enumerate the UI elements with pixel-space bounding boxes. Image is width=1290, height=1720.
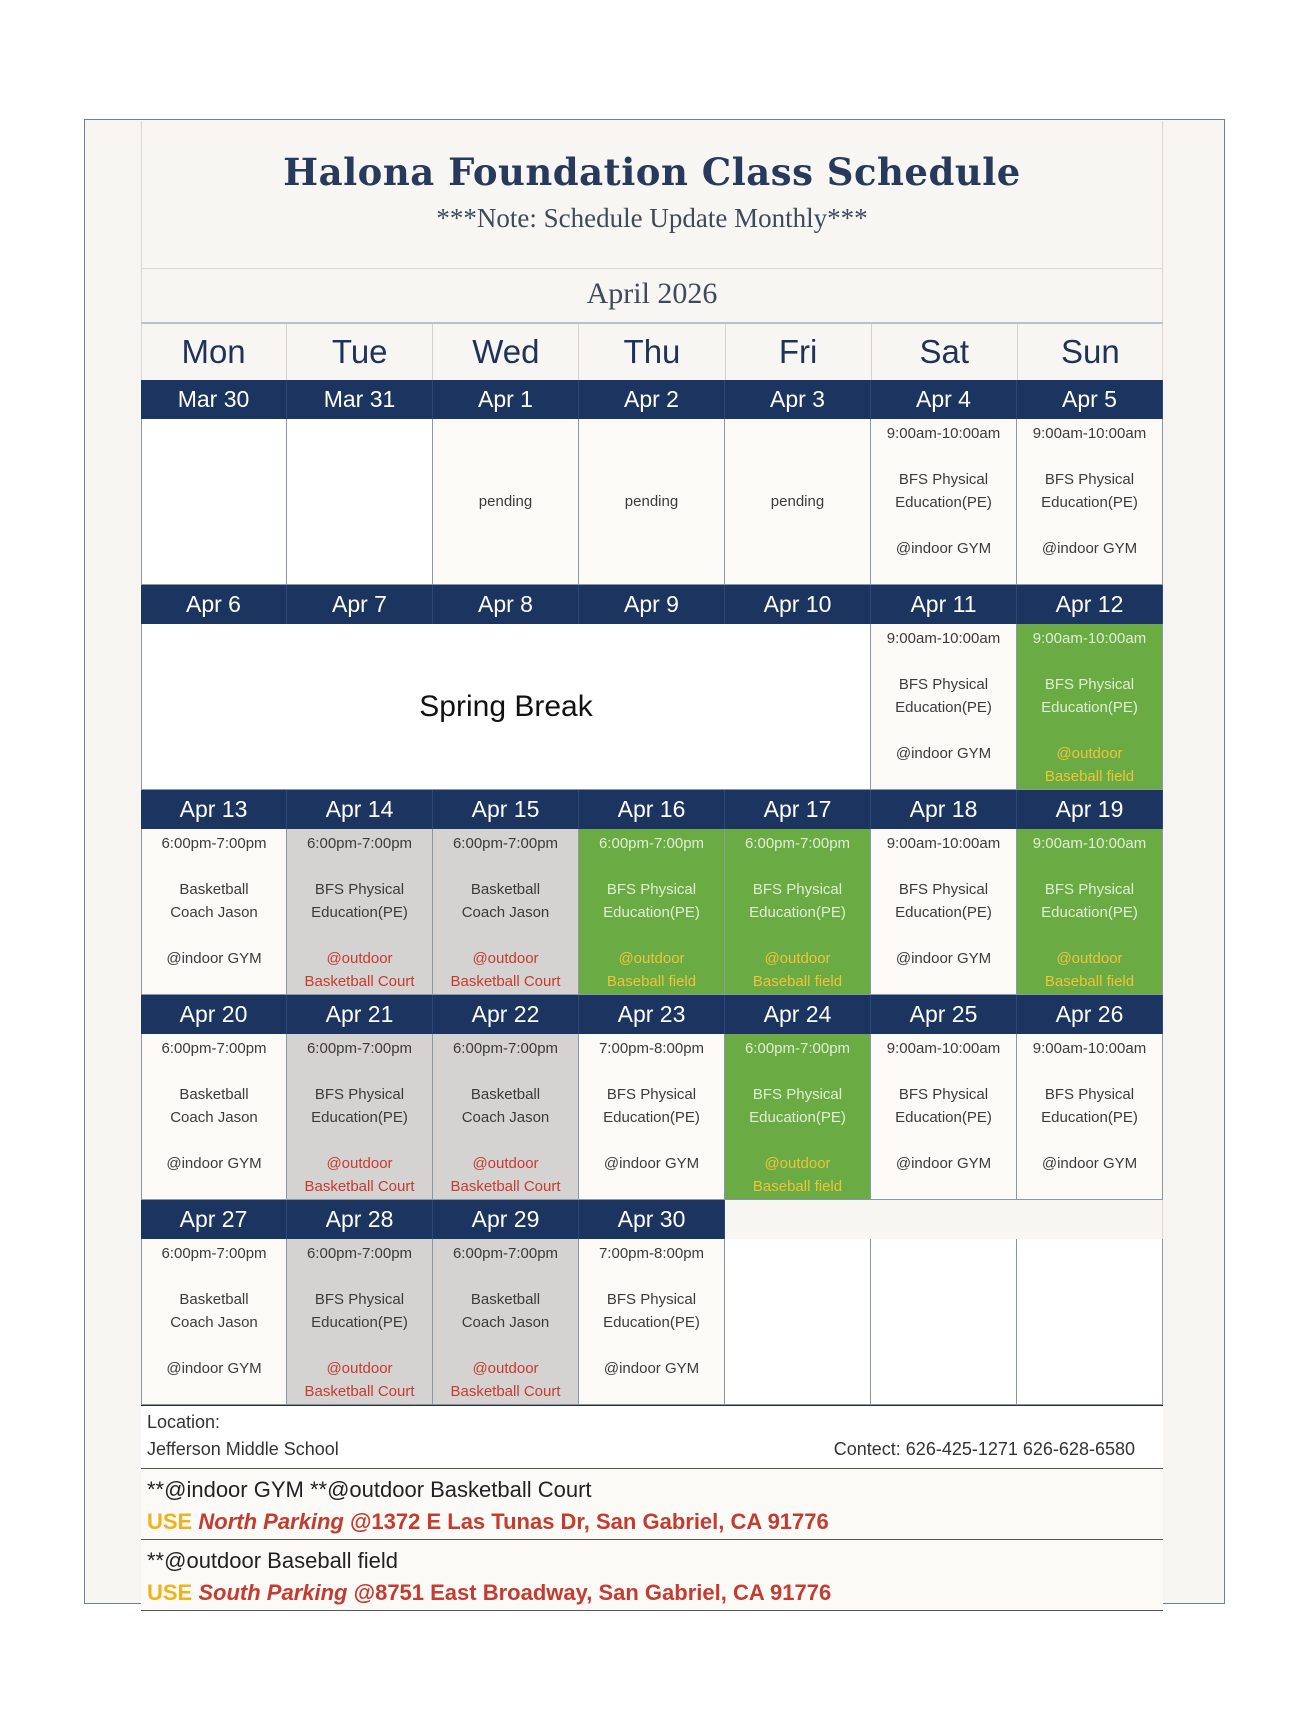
class-location: @indoor GYM <box>895 950 992 967</box>
class-cell <box>871 624 1017 790</box>
schedule-footer <box>141 1405 1163 1611</box>
class-activity: BFS Physical <box>1044 676 1135 693</box>
class-activity: Basketball <box>470 1291 541 1308</box>
class-activity: Basketball <box>179 1086 249 1103</box>
class-activity: BFS Physical <box>898 676 989 693</box>
class-cell <box>141 829 287 995</box>
class-activity: BFS Physical <box>606 1291 697 1308</box>
class-activity-detail: Coach Jason <box>170 1314 258 1331</box>
class-cell <box>579 1239 725 1405</box>
class-location: @indoor GYM <box>895 745 992 762</box>
class-location: @indoor GYM <box>166 1155 262 1172</box>
calendar-week <box>141 585 1163 790</box>
class-activity: Basketball <box>179 881 249 898</box>
north-parking-block <box>141 1469 1163 1540</box>
date-label: Apr 14 <box>287 790 433 829</box>
date-label: Apr 4 <box>871 380 1017 419</box>
date-label: Apr 17 <box>725 790 871 829</box>
class-cell <box>871 829 1017 995</box>
class-activity-detail: Coach Jason <box>461 1109 550 1126</box>
weekday-header-row <box>141 324 1163 380</box>
weekday-sat: Sat <box>872 324 1018 380</box>
location-label: Location: <box>147 1412 221 1432</box>
date-label: Apr 12 <box>1017 585 1163 624</box>
school-name: Jefferson Middle School <box>147 1439 339 1459</box>
class-activity: BFS Physical <box>898 471 989 488</box>
class-cell <box>871 1034 1017 1200</box>
class-location: @outdoor <box>472 950 539 967</box>
class-cell <box>287 1239 433 1405</box>
class-activity-detail: Education(PE) <box>603 1109 700 1126</box>
class-location: @indoor GYM <box>603 1360 700 1377</box>
south-venues: **@outdoor Baseball field <box>147 1548 399 1573</box>
weekday-fri: Fri <box>726 324 872 380</box>
class-activity: BFS Physical <box>314 1291 405 1308</box>
class-location-detail: Basketball Court <box>304 973 415 990</box>
pending-note: pending <box>624 493 679 510</box>
date-label: Mar 31 <box>287 380 433 419</box>
class-activity-detail: Coach Jason <box>461 1314 550 1331</box>
date-label: Apr 15 <box>433 790 579 829</box>
weekday-mon: Mon <box>141 324 287 380</box>
class-cell <box>141 1239 287 1405</box>
class-time: 9:00am-10:00am <box>1032 1040 1147 1057</box>
class-location-detail: Basketball Court <box>304 1383 415 1400</box>
date-label: Apr 10 <box>725 585 871 624</box>
use-label: USE <box>147 1509 193 1534</box>
class-time: 7:00pm-8:00pm <box>598 1040 705 1057</box>
class-location: @outdoor <box>618 950 685 967</box>
class-activity-detail: Education(PE) <box>1041 494 1138 511</box>
class-time: 6:00pm-7:00pm <box>161 835 267 852</box>
class-activity-detail: Education(PE) <box>603 904 700 921</box>
class-cell <box>579 419 725 585</box>
class-time: 9:00am-10:00am <box>886 425 1001 442</box>
class-time: 9:00am-10:00am <box>886 630 1001 647</box>
date-label: Apr 7 <box>287 585 433 624</box>
class-location: @indoor GYM <box>895 1155 992 1172</box>
date-label: Apr 2 <box>579 380 725 419</box>
class-location-detail: Basketball Court <box>304 1178 415 1195</box>
class-location: @outdoor <box>1056 950 1123 967</box>
date-label: Apr 28 <box>287 1200 433 1239</box>
weekday-thu: Thu <box>579 324 725 380</box>
page-subtitle: ***Note: Schedule Update Monthly*** <box>436 203 868 233</box>
class-time: 7:00pm-8:00pm <box>598 1245 705 1262</box>
date-label: Apr 29 <box>433 1200 579 1239</box>
class-time: 6:00pm-7:00pm <box>744 835 851 852</box>
class-location: @indoor GYM <box>1041 540 1138 557</box>
class-activity-detail: Education(PE) <box>749 904 846 921</box>
month-label: April 2026 <box>586 277 718 310</box>
class-time: 6:00pm-7:00pm <box>306 1245 413 1262</box>
north-parking-line <box>147 1509 829 1535</box>
class-activity-detail: Coach Jason <box>170 904 258 921</box>
class-activity-detail: Education(PE) <box>895 904 992 921</box>
class-activity-detail: Education(PE) <box>749 1109 846 1126</box>
page-title: Halona Foundation Class Schedule <box>283 150 1021 194</box>
class-location: @indoor GYM <box>1041 1155 1138 1172</box>
class-time: 6:00pm-7:00pm <box>161 1245 267 1262</box>
class-location-detail: Baseball field <box>1044 768 1135 785</box>
calendar-week <box>141 995 1163 1200</box>
class-time: 9:00am-10:00am <box>886 1040 1001 1057</box>
class-activity-detail: Coach Jason <box>170 1109 258 1126</box>
class-location: @outdoor <box>326 1360 393 1377</box>
date-label: Apr 26 <box>1017 995 1163 1034</box>
class-activity-detail: Coach Jason <box>461 904 550 921</box>
class-cell <box>141 1034 287 1200</box>
class-activity-detail: Education(PE) <box>311 1109 408 1126</box>
class-location-detail: Baseball field <box>752 973 843 990</box>
class-location: @indoor GYM <box>166 950 262 967</box>
date-label: Apr 5 <box>1017 380 1163 419</box>
date-label: Apr 30 <box>579 1200 725 1239</box>
date-label: Apr 19 <box>1017 790 1163 829</box>
class-location-detail: Basketball Court <box>450 973 561 990</box>
class-activity: BFS Physical <box>898 881 989 898</box>
date-label: Apr 22 <box>433 995 579 1034</box>
class-cell <box>579 829 725 995</box>
date-label: Apr 11 <box>871 585 1017 624</box>
class-location: @outdoor <box>326 1155 393 1172</box>
date-label: Mar 30 <box>141 380 287 419</box>
class-time: 6:00pm-7:00pm <box>452 1245 559 1262</box>
class-time: 9:00am-10:00am <box>1032 630 1147 647</box>
class-time: 6:00pm-7:00pm <box>161 1040 267 1057</box>
date-label: Apr 24 <box>725 995 871 1034</box>
class-time: 6:00pm-7:00pm <box>744 1040 851 1057</box>
class-activity-detail: Education(PE) <box>895 1109 992 1126</box>
empty-day-cell <box>287 419 433 585</box>
spring-break-block: Spring Break <box>141 624 871 790</box>
class-cell <box>287 1034 433 1200</box>
class-cell <box>725 419 871 585</box>
class-time: 6:00pm-7:00pm <box>452 835 559 852</box>
class-location-detail: Baseball field <box>606 973 697 990</box>
date-label: Apr 18 <box>871 790 1017 829</box>
class-activity: BFS Physical <box>606 1086 697 1103</box>
south-parking-line <box>147 1580 831 1606</box>
class-location-detail: Baseball field <box>752 1178 843 1195</box>
class-cell <box>1017 1034 1163 1200</box>
date-label: Apr 23 <box>579 995 725 1034</box>
class-location: @outdoor <box>472 1155 539 1172</box>
class-activity: BFS Physical <box>752 881 843 898</box>
class-activity-detail: Education(PE) <box>1041 699 1138 716</box>
class-cell <box>871 419 1017 585</box>
class-location: @indoor GYM <box>895 540 992 557</box>
class-time: 6:00pm-7:00pm <box>306 1040 413 1057</box>
class-activity: Basketball <box>179 1291 249 1308</box>
date-label: Apr 9 <box>579 585 725 624</box>
class-activity: BFS Physical <box>1044 471 1135 488</box>
north-parking-address: @1372 E Las Tunas Dr, San Gabriel, CA 91776 <box>349 1509 829 1534</box>
class-time: 9:00am-10:00am <box>886 835 1001 852</box>
class-activity: BFS Physical <box>314 881 405 898</box>
class-time: 9:00am-10:00am <box>1032 835 1147 852</box>
date-label: Apr 21 <box>287 995 433 1034</box>
class-location: @outdoor <box>764 1155 831 1172</box>
north-venues: **@indoor GYM **@outdoor Basketball Court <box>147 1477 592 1502</box>
class-location-detail: Basketball Court <box>450 1178 561 1195</box>
date-label: Apr 3 <box>725 380 871 419</box>
class-activity-detail: Education(PE) <box>895 699 992 716</box>
class-time: 6:00pm-7:00pm <box>452 1040 559 1057</box>
month-header <box>141 268 1163 324</box>
empty-day-cell <box>1017 1239 1163 1405</box>
class-cell <box>287 829 433 995</box>
class-activity: BFS Physical <box>606 881 697 898</box>
weekday-wed: Wed <box>433 324 579 380</box>
date-label: Apr 20 <box>141 995 287 1034</box>
class-time: 6:00pm-7:00pm <box>598 835 705 852</box>
class-activity-detail: Education(PE) <box>603 1314 700 1331</box>
date-label: Apr 1 <box>433 380 579 419</box>
contact-phones: Contect: 626-425-1271 626-628-6580 <box>833 1439 1135 1459</box>
class-cell <box>579 1034 725 1200</box>
calendar-grid <box>141 380 1163 1405</box>
calendar-week <box>141 790 1163 995</box>
empty-day-cell <box>725 1239 871 1405</box>
class-activity-detail: Education(PE) <box>895 494 992 511</box>
date-label: Apr 16 <box>579 790 725 829</box>
date-label: Apr 13 <box>141 790 287 829</box>
class-activity: Basketball <box>470 881 541 898</box>
date-label: Apr 8 <box>433 585 579 624</box>
class-activity: Basketball <box>470 1086 541 1103</box>
south-parking-name: South Parking <box>198 1580 348 1605</box>
pending-note: pending <box>770 493 825 510</box>
class-location: @outdoor <box>764 950 831 967</box>
class-activity: BFS Physical <box>1044 1086 1135 1103</box>
class-location: @outdoor <box>1056 745 1123 762</box>
class-cell <box>433 829 579 995</box>
class-activity: BFS Physical <box>1044 881 1135 898</box>
class-cell <box>725 1034 871 1200</box>
class-location: @outdoor <box>472 1360 539 1377</box>
empty-day-cell <box>871 1239 1017 1405</box>
class-cell <box>1017 829 1163 995</box>
date-label: Apr 27 <box>141 1200 287 1239</box>
date-label: Apr 6 <box>141 585 287 624</box>
class-time: 6:00pm-7:00pm <box>306 835 413 852</box>
weekday-tue: Tue <box>287 324 433 380</box>
north-parking-name: North Parking <box>198 1509 344 1534</box>
class-location: @outdoor <box>326 950 393 967</box>
class-cell <box>1017 419 1163 585</box>
empty-day-cell <box>141 419 287 585</box>
south-parking-block <box>141 1540 1163 1611</box>
calendar-week <box>141 1200 1163 1405</box>
pending-note: pending <box>478 493 533 510</box>
weekday-sun: Sun <box>1061 333 1120 370</box>
class-activity-detail: Education(PE) <box>1041 904 1138 921</box>
class-activity: BFS Physical <box>752 1086 843 1103</box>
class-cell <box>1017 624 1163 790</box>
class-location: @indoor GYM <box>603 1155 700 1172</box>
class-cell <box>433 1239 579 1405</box>
date-label: Apr 25 <box>871 995 1017 1034</box>
class-activity-detail: Education(PE) <box>311 1314 408 1331</box>
class-location-detail: Baseball field <box>1044 973 1135 990</box>
class-cell <box>433 1034 579 1200</box>
class-activity: BFS Physical <box>314 1086 405 1103</box>
class-location-detail: Basketball Court <box>450 1383 561 1400</box>
class-cell <box>725 829 871 995</box>
use-label: USE <box>147 1580 193 1605</box>
south-parking-address: @8751 East Broadway, San Gabriel, CA 91776 <box>353 1580 832 1605</box>
class-time: 9:00am-10:00am <box>1032 425 1147 442</box>
calendar-week <box>141 380 1163 585</box>
class-activity: BFS Physical <box>898 1086 989 1103</box>
class-location: @indoor GYM <box>166 1360 262 1377</box>
class-cell <box>433 419 579 585</box>
class-activity-detail: Education(PE) <box>1041 1109 1138 1126</box>
class-activity-detail: Education(PE) <box>311 904 408 921</box>
location-block <box>141 1406 1163 1469</box>
